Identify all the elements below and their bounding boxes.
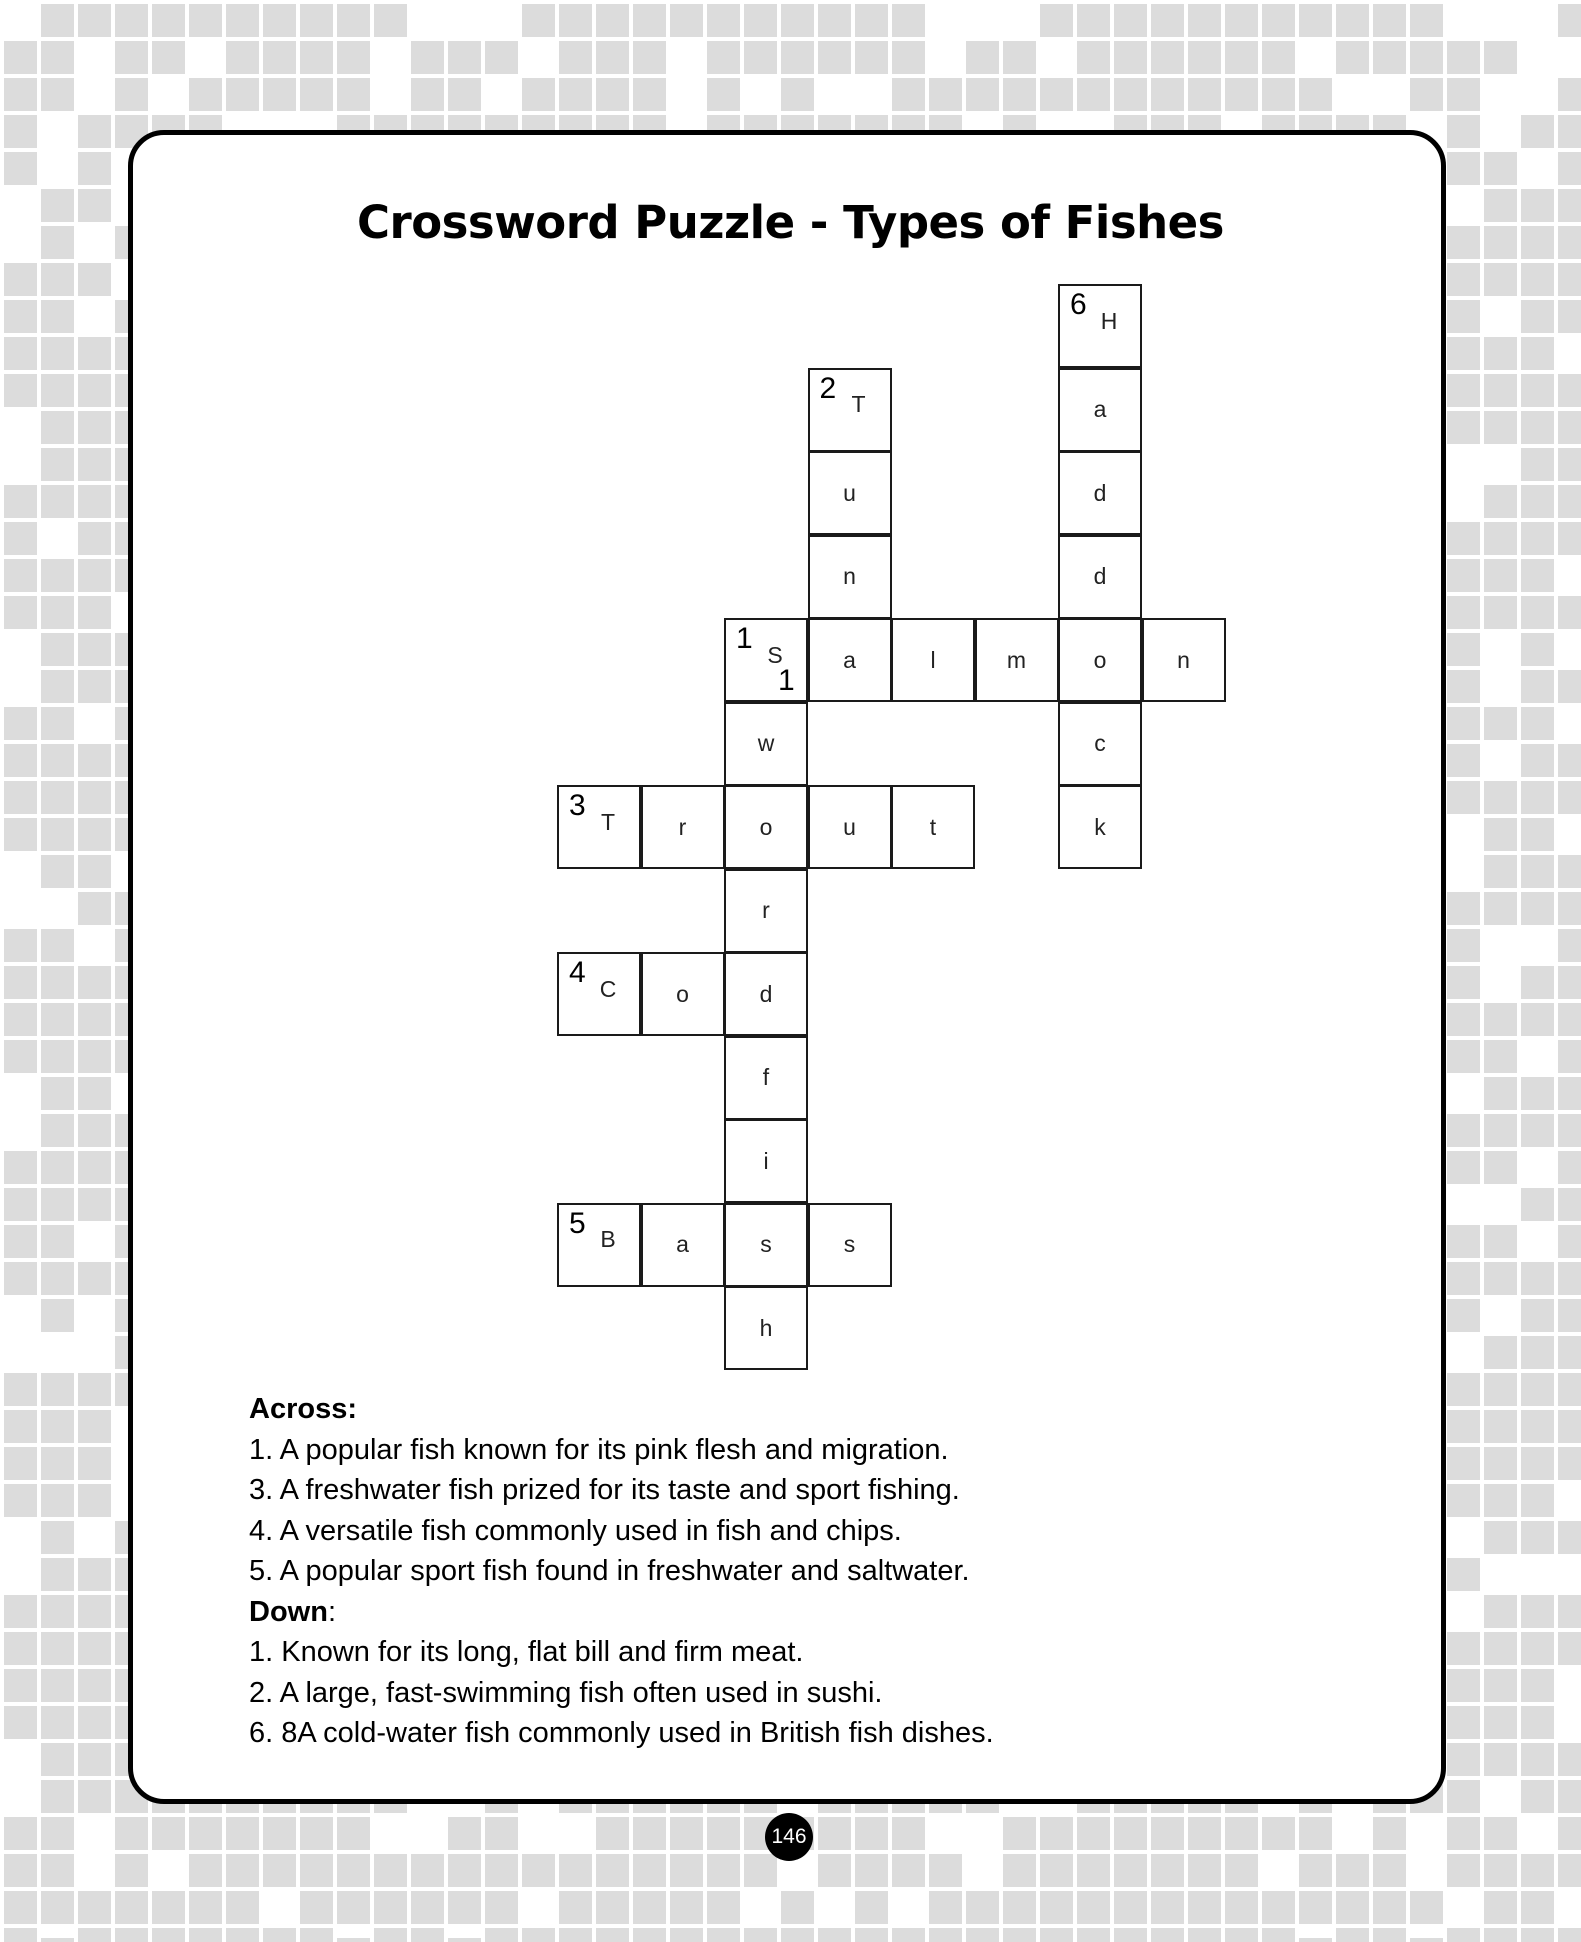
crossword-cell [724,1036,808,1120]
down-clue-6: 6. 8A cold-water fish commonly used in British fish dishes. [249,1717,994,1749]
clues-section [249,1389,1349,1754]
cell-letter: d [759,980,773,1007]
cell-letter: a [1093,396,1107,422]
crossword-cell [557,785,641,869]
crossword-cell [641,952,725,1036]
cell-letter: a [676,1231,689,1257]
crossword-cell [808,1203,892,1287]
cell-letter: f [762,1064,770,1090]
across-clue-4: 4. A versatile fish commonly used in fish and chips. [249,1514,902,1547]
crossword-cell [724,1119,808,1203]
cell-letter: r [762,897,770,923]
cell-letter: h [759,1314,773,1341]
clue-number: 2 [819,371,837,405]
cell-letter: s [843,1231,856,1257]
cell-letter: i [763,1147,769,1174]
crossword-cell [724,869,808,953]
crossword-cell [808,535,892,619]
down-clue-2: 2. A large, fast-swimming fish often used in sushi. [249,1676,883,1709]
crossword-cell [724,1203,808,1287]
down-heading: Down [249,1595,328,1628]
cell-letter: l [930,646,936,673]
cell-letter: s [760,1231,772,1257]
crossword-cell [1058,785,1142,869]
clue-number: 4 [569,956,586,989]
cell-letter: d [1093,563,1107,589]
crossword-cell [975,618,1059,702]
crossword-cell [724,702,808,786]
cell-letter: n [843,563,856,589]
clue-number: 5 [569,1206,586,1240]
across-heading: Across: [249,1393,357,1425]
cell-letter: T [851,391,866,417]
clue-number: 6 [1070,288,1087,321]
cell-letter: S [767,641,783,668]
crossword-cell [891,618,975,702]
cell-letter: T [600,808,616,835]
crossword-cell [557,1203,641,1287]
down-heading-line [249,1592,1349,1633]
crossword-cell [808,451,892,535]
cell-letter: d [1093,479,1107,506]
crossword-cell [1058,618,1142,702]
cell-letter: c [1094,730,1106,756]
crossword-cell [1058,284,1142,368]
clue-number-secondary: 1 [778,664,795,697]
crossword-cell [1058,368,1142,452]
crossword-cell [1058,535,1142,619]
down-clue-1: 1. Known for its long, flat bill and firm meat. [249,1636,804,1668]
across-clue-5: 5. A popular sport fish found in freshwater and saltwater. [249,1555,970,1587]
cell-letter: u [843,813,856,840]
crossword-cell [724,1286,808,1370]
across-clue-1: 1. A popular fish known for its pink flesh and migration. [249,1433,949,1466]
crossword-cell [724,785,808,869]
cell-letter: r [678,813,687,840]
crossword-cell [557,952,641,1036]
clue-number: 3 [569,789,586,822]
crossword-cell [808,785,892,869]
crossword-cell [1142,618,1226,702]
cell-letter: m [1006,646,1027,673]
crossword-cell [1058,702,1142,786]
cell-letter: o [1093,646,1107,673]
across-clue-3: 3. A freshwater fish prized for its taste and sport fishing. [249,1474,960,1506]
cell-letter: o [676,980,689,1007]
cell-letter: H [1100,307,1118,334]
down-heading-colon: : [327,1595,336,1628]
cell-letter: C [599,975,617,1002]
crossword-cell [1058,451,1142,535]
cell-letter: k [1094,813,1106,840]
crossword-cell [724,618,808,702]
cell-letter: w [757,730,775,756]
cell-letter: a [843,646,856,673]
cell-letter: n [1177,646,1190,673]
crossword-cell [641,785,725,869]
crossword-cell [808,618,892,702]
clue-number: 1 [736,622,753,655]
crossword-cell [891,785,975,869]
crossword-cell [724,952,808,1036]
page-number-badge: 146 [765,1813,813,1861]
page-title: Crossword Puzzle - Types of Fishes [357,196,1224,249]
crossword-cell [641,1203,725,1287]
crossword-cell [808,368,892,452]
cell-letter: B [600,1226,616,1252]
cell-letter: t [929,813,937,840]
cell-letter: u [843,479,856,506]
cell-letter: o [759,813,773,840]
